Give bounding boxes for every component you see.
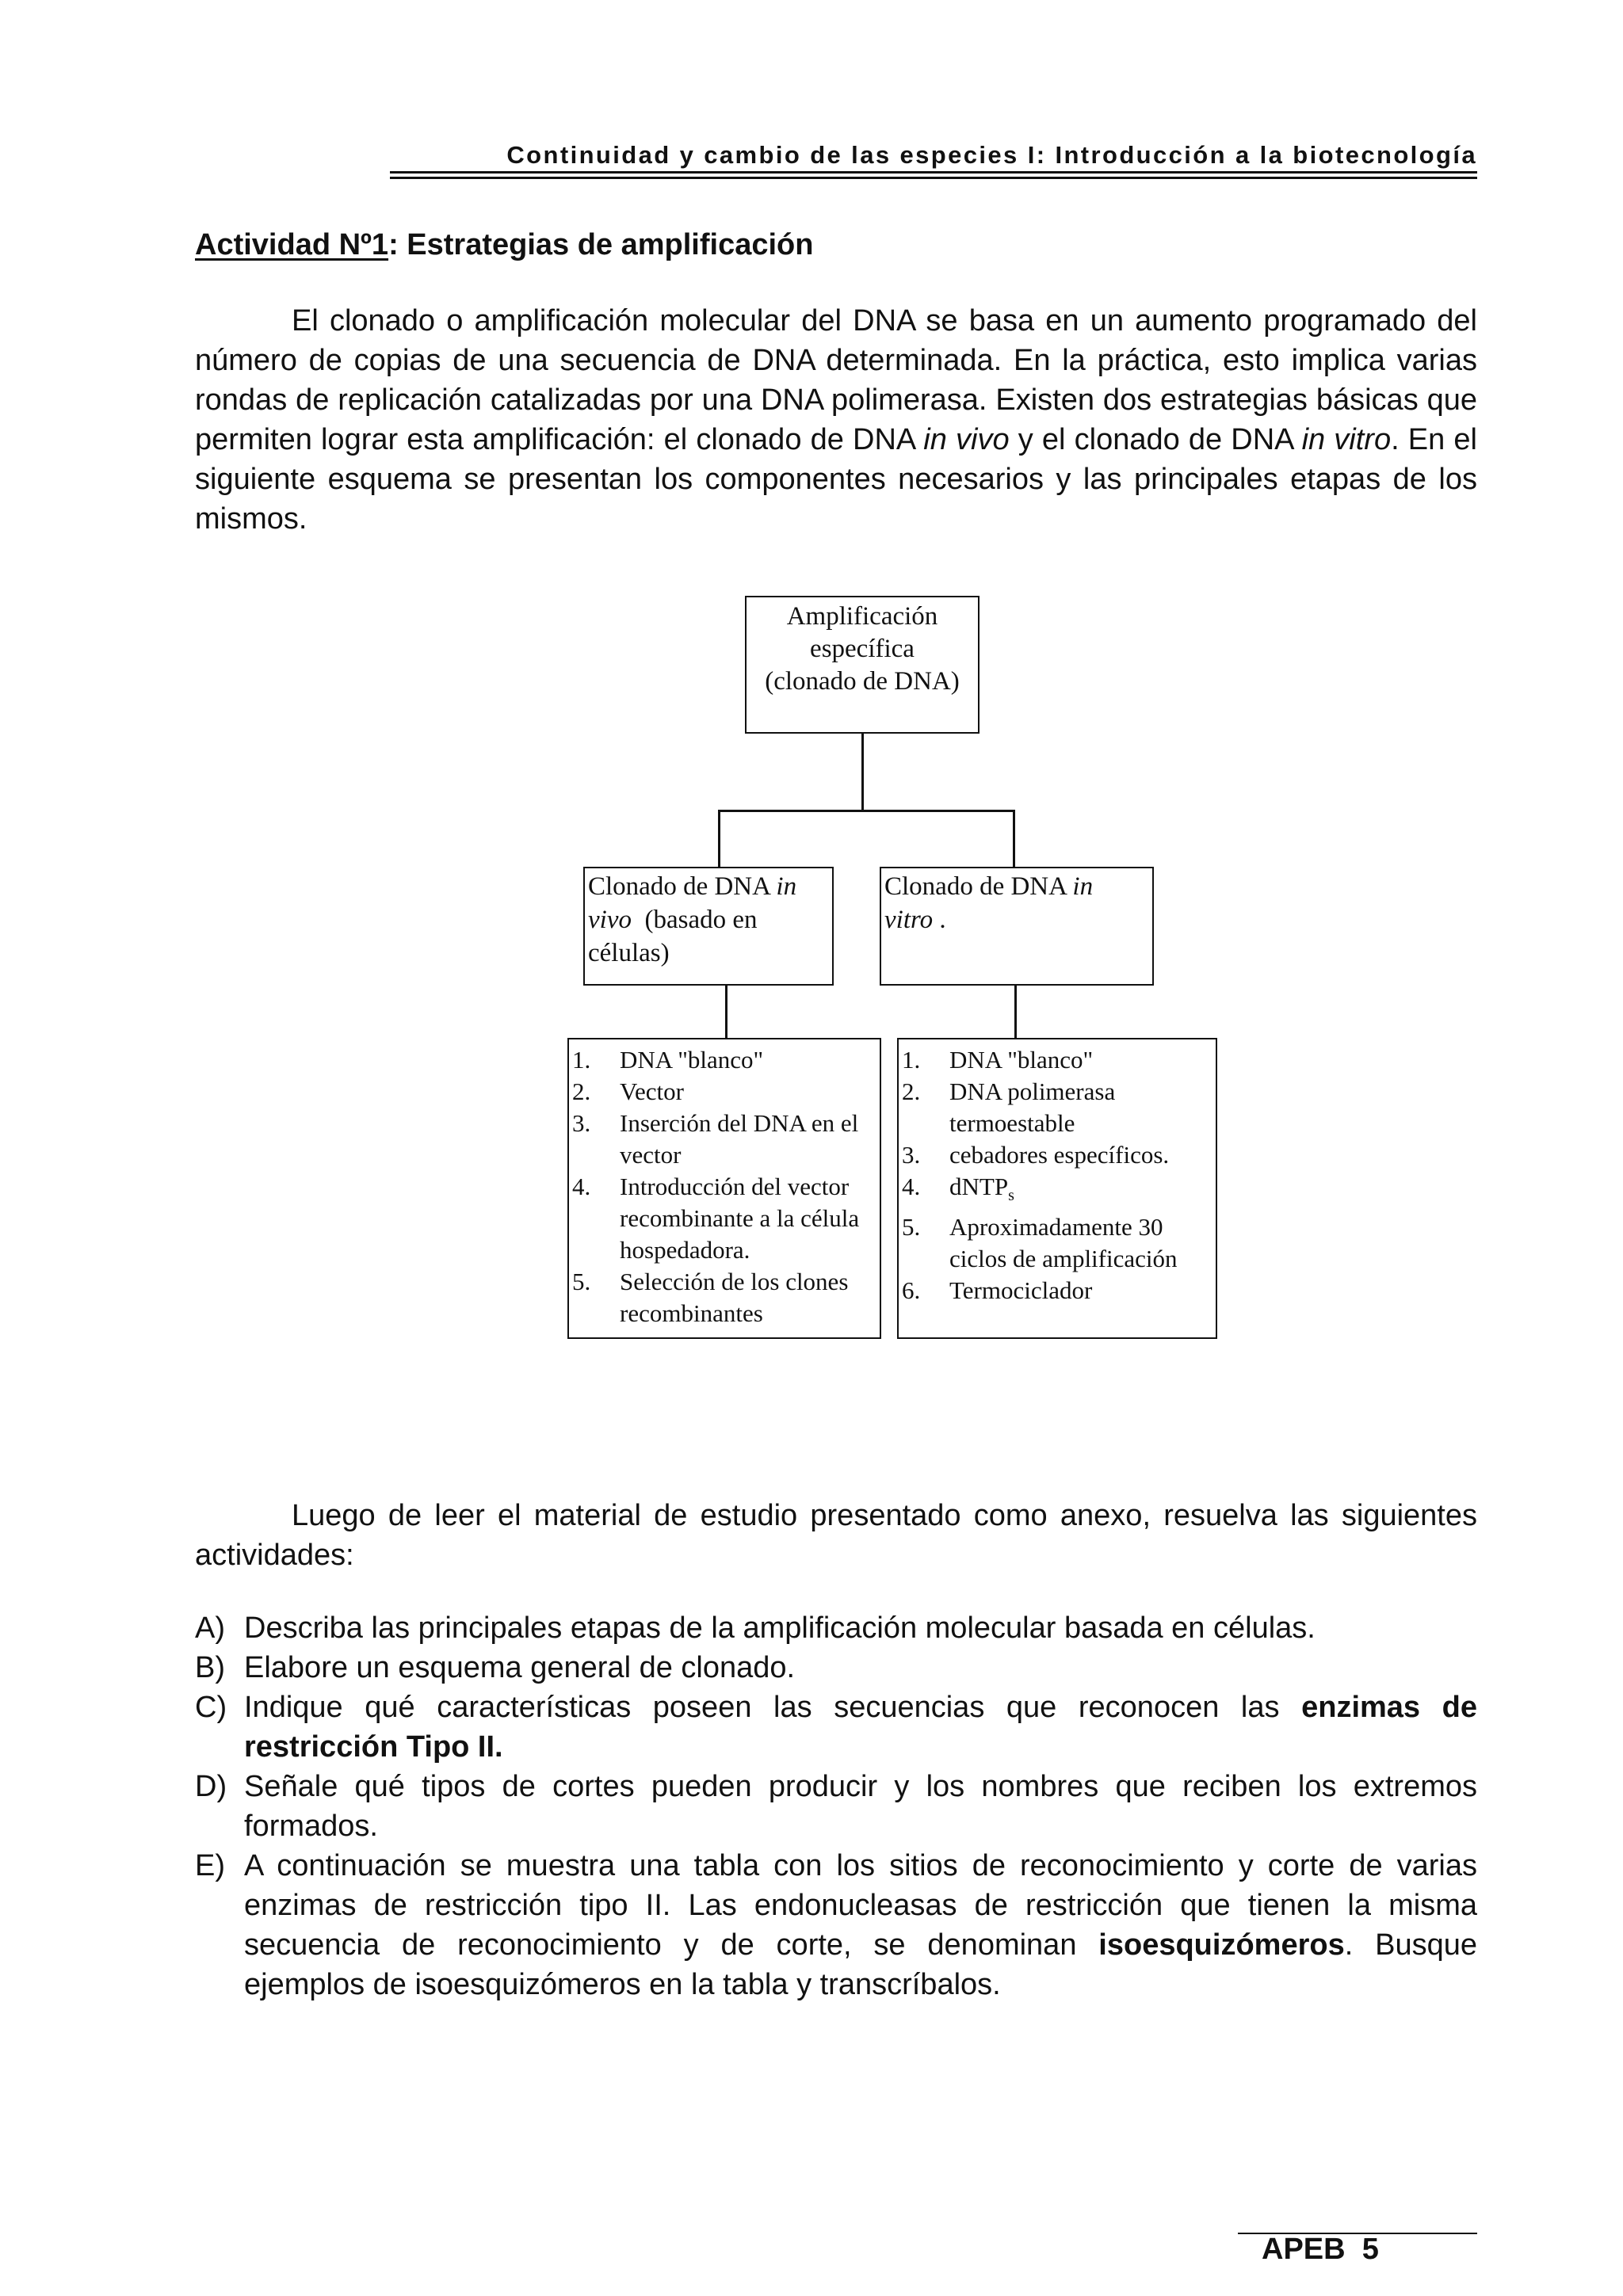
in-vivo-title-post: (basado en — [631, 906, 758, 934]
header-rule-bottom — [390, 177, 1477, 179]
connector-in-vivo-steps — [725, 986, 727, 1039]
task-list — [195, 1608, 1477, 2004]
step-subscript: s — [1008, 1187, 1014, 1205]
page-number: APEB 5 — [1262, 2233, 1379, 2266]
step-text: Aproximadamente 30 ciclos de amplificación — [949, 1213, 1178, 1273]
in-vivo-step — [569, 1076, 880, 1108]
task-item — [195, 1688, 1477, 1767]
step-number: 5. — [902, 1213, 921, 1241]
in-vitro-title-italic-1: in — [1072, 872, 1094, 901]
root-line-2: específica — [810, 635, 915, 663]
in-vitro-steps-list — [899, 1044, 1216, 1306]
header-rule-top — [390, 171, 1477, 174]
in-vitro-step — [899, 1211, 1216, 1275]
connector-horizontal — [718, 810, 1014, 812]
in-vivo-title-italic-2: vivo — [588, 906, 632, 934]
intro-text-2: y el clonado de DNA — [1009, 423, 1302, 456]
task-letter: B) — [195, 1651, 225, 1684]
task-text: Describa las principales etapas de la amplificación molecular basada en células. — [244, 1611, 1316, 1645]
in-vivo-steps-box — [567, 1038, 881, 1339]
root-line-3: (clonado de DNA) — [765, 667, 960, 696]
step-number: 1. — [572, 1046, 591, 1074]
intro-text-3: . En el siguiente esquema se presentan los componentes necesarios y las principales etapas de los mismos. — [195, 423, 1477, 536]
step-number: 1. — [902, 1046, 921, 1074]
in-vitro-box — [880, 867, 1154, 986]
in-vivo-step — [569, 1108, 880, 1171]
in-vitro-title-pre: Clonado de DNA — [884, 872, 1073, 901]
running-header: Continuidad y cambio de las especies I: Introducción a la biotecnología — [506, 141, 1477, 169]
step-text: DNA "blanco" — [620, 1046, 764, 1074]
task-text: Elabore un esquema general de clonado. — [244, 1651, 796, 1684]
step-number: 3. — [572, 1109, 591, 1137]
step-text: Vector — [620, 1077, 684, 1105]
intro-paragraph — [195, 301, 1477, 539]
task-text: Indique qué características poseen las secuencias que reconocen las — [244, 1691, 1302, 1724]
step-number: 5. — [572, 1268, 591, 1295]
activity-title — [195, 228, 813, 262]
step-text: cebadores específicos. — [949, 1141, 1170, 1169]
activity-subject: : Estrategias de amplificación — [388, 228, 814, 261]
task-item — [195, 1767, 1477, 1846]
connector-in-vitro-steps — [1014, 986, 1017, 1039]
task-letter: A) — [195, 1611, 225, 1645]
task-bold-term: isoesquizómeros — [1098, 1928, 1345, 1962]
task-text-after: . Busque ejemplos de isoesquizómeros en la tabla y transcríbalos. — [244, 1928, 1478, 2001]
step-number: 3. — [902, 1141, 921, 1169]
in-vivo-title-line-3: células) — [588, 939, 670, 967]
intro-italic-in-vitro: in vitro — [1301, 423, 1392, 456]
in-vitro-steps-box — [897, 1038, 1217, 1339]
in-vivo-step — [569, 1044, 880, 1076]
step-number: 2. — [572, 1077, 591, 1105]
task-item — [195, 1608, 1477, 1648]
task-letter: D) — [195, 1770, 227, 1803]
in-vivo-title-pre: Clonado de DNA — [588, 872, 777, 901]
step-text: DNA "blanco" — [949, 1046, 1094, 1074]
in-vivo-step — [569, 1171, 880, 1266]
task-text: A continuación se muestra una tabla con los sitios de reconocimiento y corte de varias enzimas de restricción tipo II. Las endonucleasas de restricción que tienen la misma secuencia de reconocimiento y de corte, se denominan — [244, 1849, 1477, 1962]
step-text: Inserción del DNA en el vector — [620, 1109, 859, 1169]
in-vivo-box — [583, 867, 834, 986]
step-number: 6. — [902, 1276, 921, 1305]
task-item — [195, 1846, 1477, 2004]
in-vitro-step — [899, 1139, 1216, 1171]
instructions-intro: Luego de leer el material de estudio presentado como anexo, resuelva las siguientes actividades: — [195, 1499, 1477, 1572]
connector-left-down — [718, 810, 720, 868]
connector-right-down — [1013, 810, 1015, 868]
diagram-root-box — [745, 596, 980, 734]
step-number: 2. — [902, 1077, 921, 1105]
root-line-1: Amplificación — [786, 602, 938, 631]
step-number: 4. — [572, 1173, 591, 1200]
in-vitro-step — [899, 1076, 1216, 1139]
step-text: dNTP — [949, 1173, 1009, 1200]
task-letter: E) — [195, 1849, 225, 1882]
step-number: 4. — [902, 1173, 921, 1200]
task-item — [195, 1648, 1477, 1688]
in-vitro-step — [899, 1275, 1216, 1306]
step-text: Selección de los clones recombinantes — [620, 1268, 849, 1327]
step-text: Termociclador — [949, 1276, 1093, 1305]
task-bold-term: enzimas de restricción Tipo II. — [244, 1691, 1477, 1764]
activity-label: Actividad Nº1 — [195, 228, 389, 261]
in-vivo-step — [569, 1266, 880, 1329]
in-vitro-step — [899, 1171, 1216, 1211]
in-vivo-title-italic-1: in — [776, 872, 797, 901]
in-vitro-title-italic-2: vitro — [884, 906, 934, 934]
in-vivo-steps-list — [569, 1044, 880, 1329]
connector-root-down — [861, 734, 864, 811]
intro-text-1: El clonado o amplificación molecular del DNA se basa en un aumento programado del número de copias de una secuencia de DNA determinada. En la práctica, esto implica varias rondas de replicación catalizadas por una DNA polimerasa. Existen dos estrategias básicas que permiten lograr esta amplificación: el clonado de DNA — [195, 304, 1477, 456]
task-letter: C) — [195, 1691, 227, 1724]
intro-italic-in-vivo: in vivo — [923, 423, 1010, 456]
in-vitro-title-post: . — [933, 906, 946, 934]
in-vitro-step — [899, 1044, 1216, 1076]
task-text: Señale qué tipos de cortes pueden producir y los nombres que reciben los extremos formados. — [244, 1770, 1477, 1843]
step-text: Introducción del vector recombinante a la célula hospedadora. — [620, 1173, 860, 1264]
step-text: DNA polimerasa termoestable — [949, 1077, 1116, 1137]
